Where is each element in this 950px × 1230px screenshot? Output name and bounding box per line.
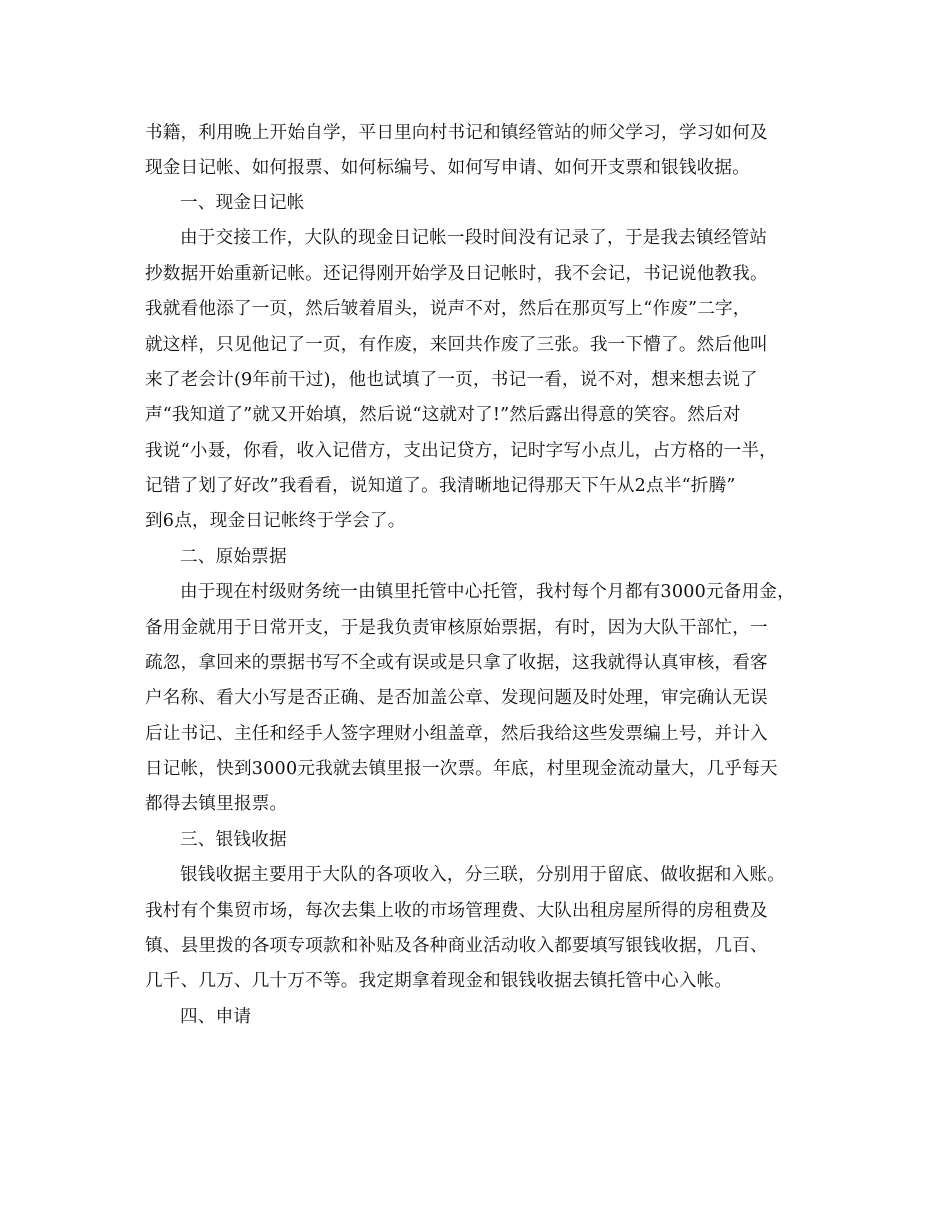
text-line: 户名称、看大小写是否正确、是否加盖公章、发现问题及时处理，审完确认无误 [145, 688, 768, 708]
section-heading-money-receipts: 三、银钱收据 [180, 830, 287, 850]
text-line: 镇、县里拨的各项专项款和补贴及各种商业活动收入都要填写银钱收据，几百、 [145, 936, 768, 956]
text-line: 书籍，利用晚上开始自学，平日里向村书记和镇经管站的师父学习，学习如何及 [145, 123, 768, 143]
text-line: 就这样，只见他记了一页，有作废，来回共作废了三张。我一下懵了。然后他叫 [145, 335, 768, 355]
text-line: 声“我知道了”就又开始填，然后说“这就对了!”然后露出得意的笑容。然后对 [145, 405, 741, 425]
section-heading-applications: 四、申请 [180, 1007, 252, 1027]
text-line: 来了老会计(9年前干过)，他也试填了一页，书记一看，说不对，想来想去说了 [145, 370, 758, 390]
text-line: 备用金就用于日常开支，于是我负责审核原始票据，有时，因为大队干部忙，一 [145, 618, 768, 638]
text-line: 到6点，现金日记帐终于学会了。 [145, 511, 406, 531]
text-line: 由于交接工作，大队的现金日记帐一段时间没有记录了，于是我去镇经管站 [180, 228, 768, 248]
text-line: 记错了划了好改”我看看，说知道了。我清晰地记得那天下午从2点半“折腾” [145, 476, 736, 496]
section-heading-cash-journal: 一、现金日记帐 [180, 193, 305, 213]
section-heading-original-receipts: 二、原始票据 [180, 547, 287, 567]
text-line: 我就看他添了一页，然后皱着眉头，说声不对，然后在那页写上“作废”二字， [145, 299, 751, 319]
text-line: 现金日记帐、如何报票、如何标编号、如何写申请、如何开支票和银钱收据。 [145, 158, 750, 178]
text-line: 我村有个集贸市场，每次去集上收的市场管理费、大队出租房屋所得的房租费及 [145, 901, 768, 921]
text-line: 几千、几万、几十万不等。我定期拿着现金和银钱收据去镇托管中心入帐。 [145, 971, 733, 991]
text-line: 疏忽，拿回来的票据书写不全或有误或是只拿了收据，这我就得认真审核，看客 [145, 653, 768, 673]
text-line: 由于现在村级财务统一由镇里托管中心托管，我村每个月都有3000元备用金， [180, 582, 795, 602]
text-line: 我说“小聂，你看，收入记借方，支出记贷方，记时字写小点儿，占方格的一半， [145, 441, 777, 461]
text-line: 日记帐，快到3000元我就去镇里报一次票。年底，村里现金流动量大，几乎每天 [145, 759, 778, 779]
text-line: 都得去镇里报票。 [145, 794, 288, 814]
text-line: 后让书记、主任和经手人签字理财小组盖章，然后我给这些发票编上号，并计入 [145, 724, 768, 744]
text-line: 抄数据开始重新记帐。还记得刚开始学及日记帐时，我不会记，书记说他教我。 [145, 264, 768, 284]
text-line: 银钱收据主要用于大队的各项收入，分三联，分别用于留底、做收据和入账。 [180, 865, 785, 885]
